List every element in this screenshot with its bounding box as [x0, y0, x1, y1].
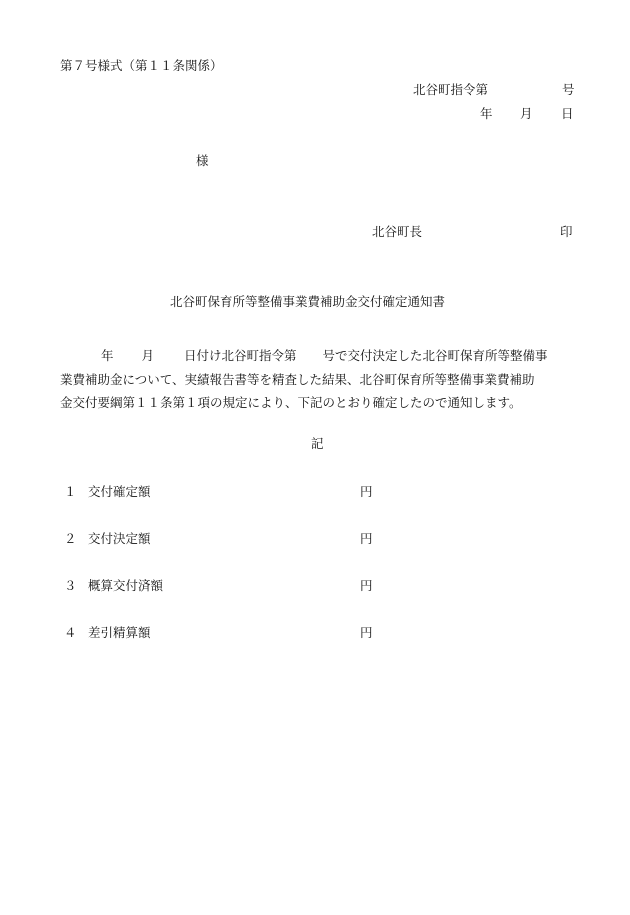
directive-number-label: 北谷町指令第: [413, 82, 489, 97]
date-day-label: 日: [561, 106, 574, 121]
ki-heading: 記: [311, 436, 324, 451]
item-number: ３: [64, 578, 77, 593]
item-label: 交付確定額: [88, 484, 151, 499]
body-line-2: 業費補助金について、実績報告書等を精査した結果、北谷町保育所等整備事業費補助: [60, 371, 535, 387]
form-number-label: 第７号様式（第１１条関係）: [60, 58, 223, 73]
directive-number-suffix: 号: [562, 82, 575, 97]
body-day-ref: 日付け北谷町指令第: [184, 348, 297, 363]
item-unit: 円: [360, 484, 373, 499]
date-month-label: 月: [520, 106, 533, 121]
date-year-label: 年: [480, 106, 493, 121]
item-label: 差引精算額: [88, 625, 151, 640]
item-number: ４: [64, 625, 77, 640]
item-label: 交付決定額: [88, 531, 151, 546]
sender-title: 北谷町長: [372, 224, 423, 239]
item-unit: 円: [360, 578, 373, 593]
body-line-1: [60, 344, 580, 368]
body-line-3: 金交付要綱第１１条第１項の規定により、下記のとおり確定したので通知します。: [60, 395, 522, 410]
item-number: ２: [64, 531, 77, 546]
item-number: １: [64, 484, 77, 499]
recipient-honorific: 様: [196, 153, 209, 168]
body-year: 年: [101, 348, 114, 363]
body-line-1-rest: 号で交付決定した北谷町保育所等整備事: [322, 348, 548, 363]
body-paragraph: [60, 344, 580, 415]
body-month: 月: [141, 348, 155, 363]
item-unit: 円: [360, 625, 373, 640]
document-title: 北谷町保育所等整備事業費補助金交付確定通知書: [170, 294, 446, 309]
item-label: 概算交付済額: [88, 578, 164, 593]
item-unit: 円: [360, 531, 373, 546]
seal-mark: 印: [560, 224, 573, 239]
